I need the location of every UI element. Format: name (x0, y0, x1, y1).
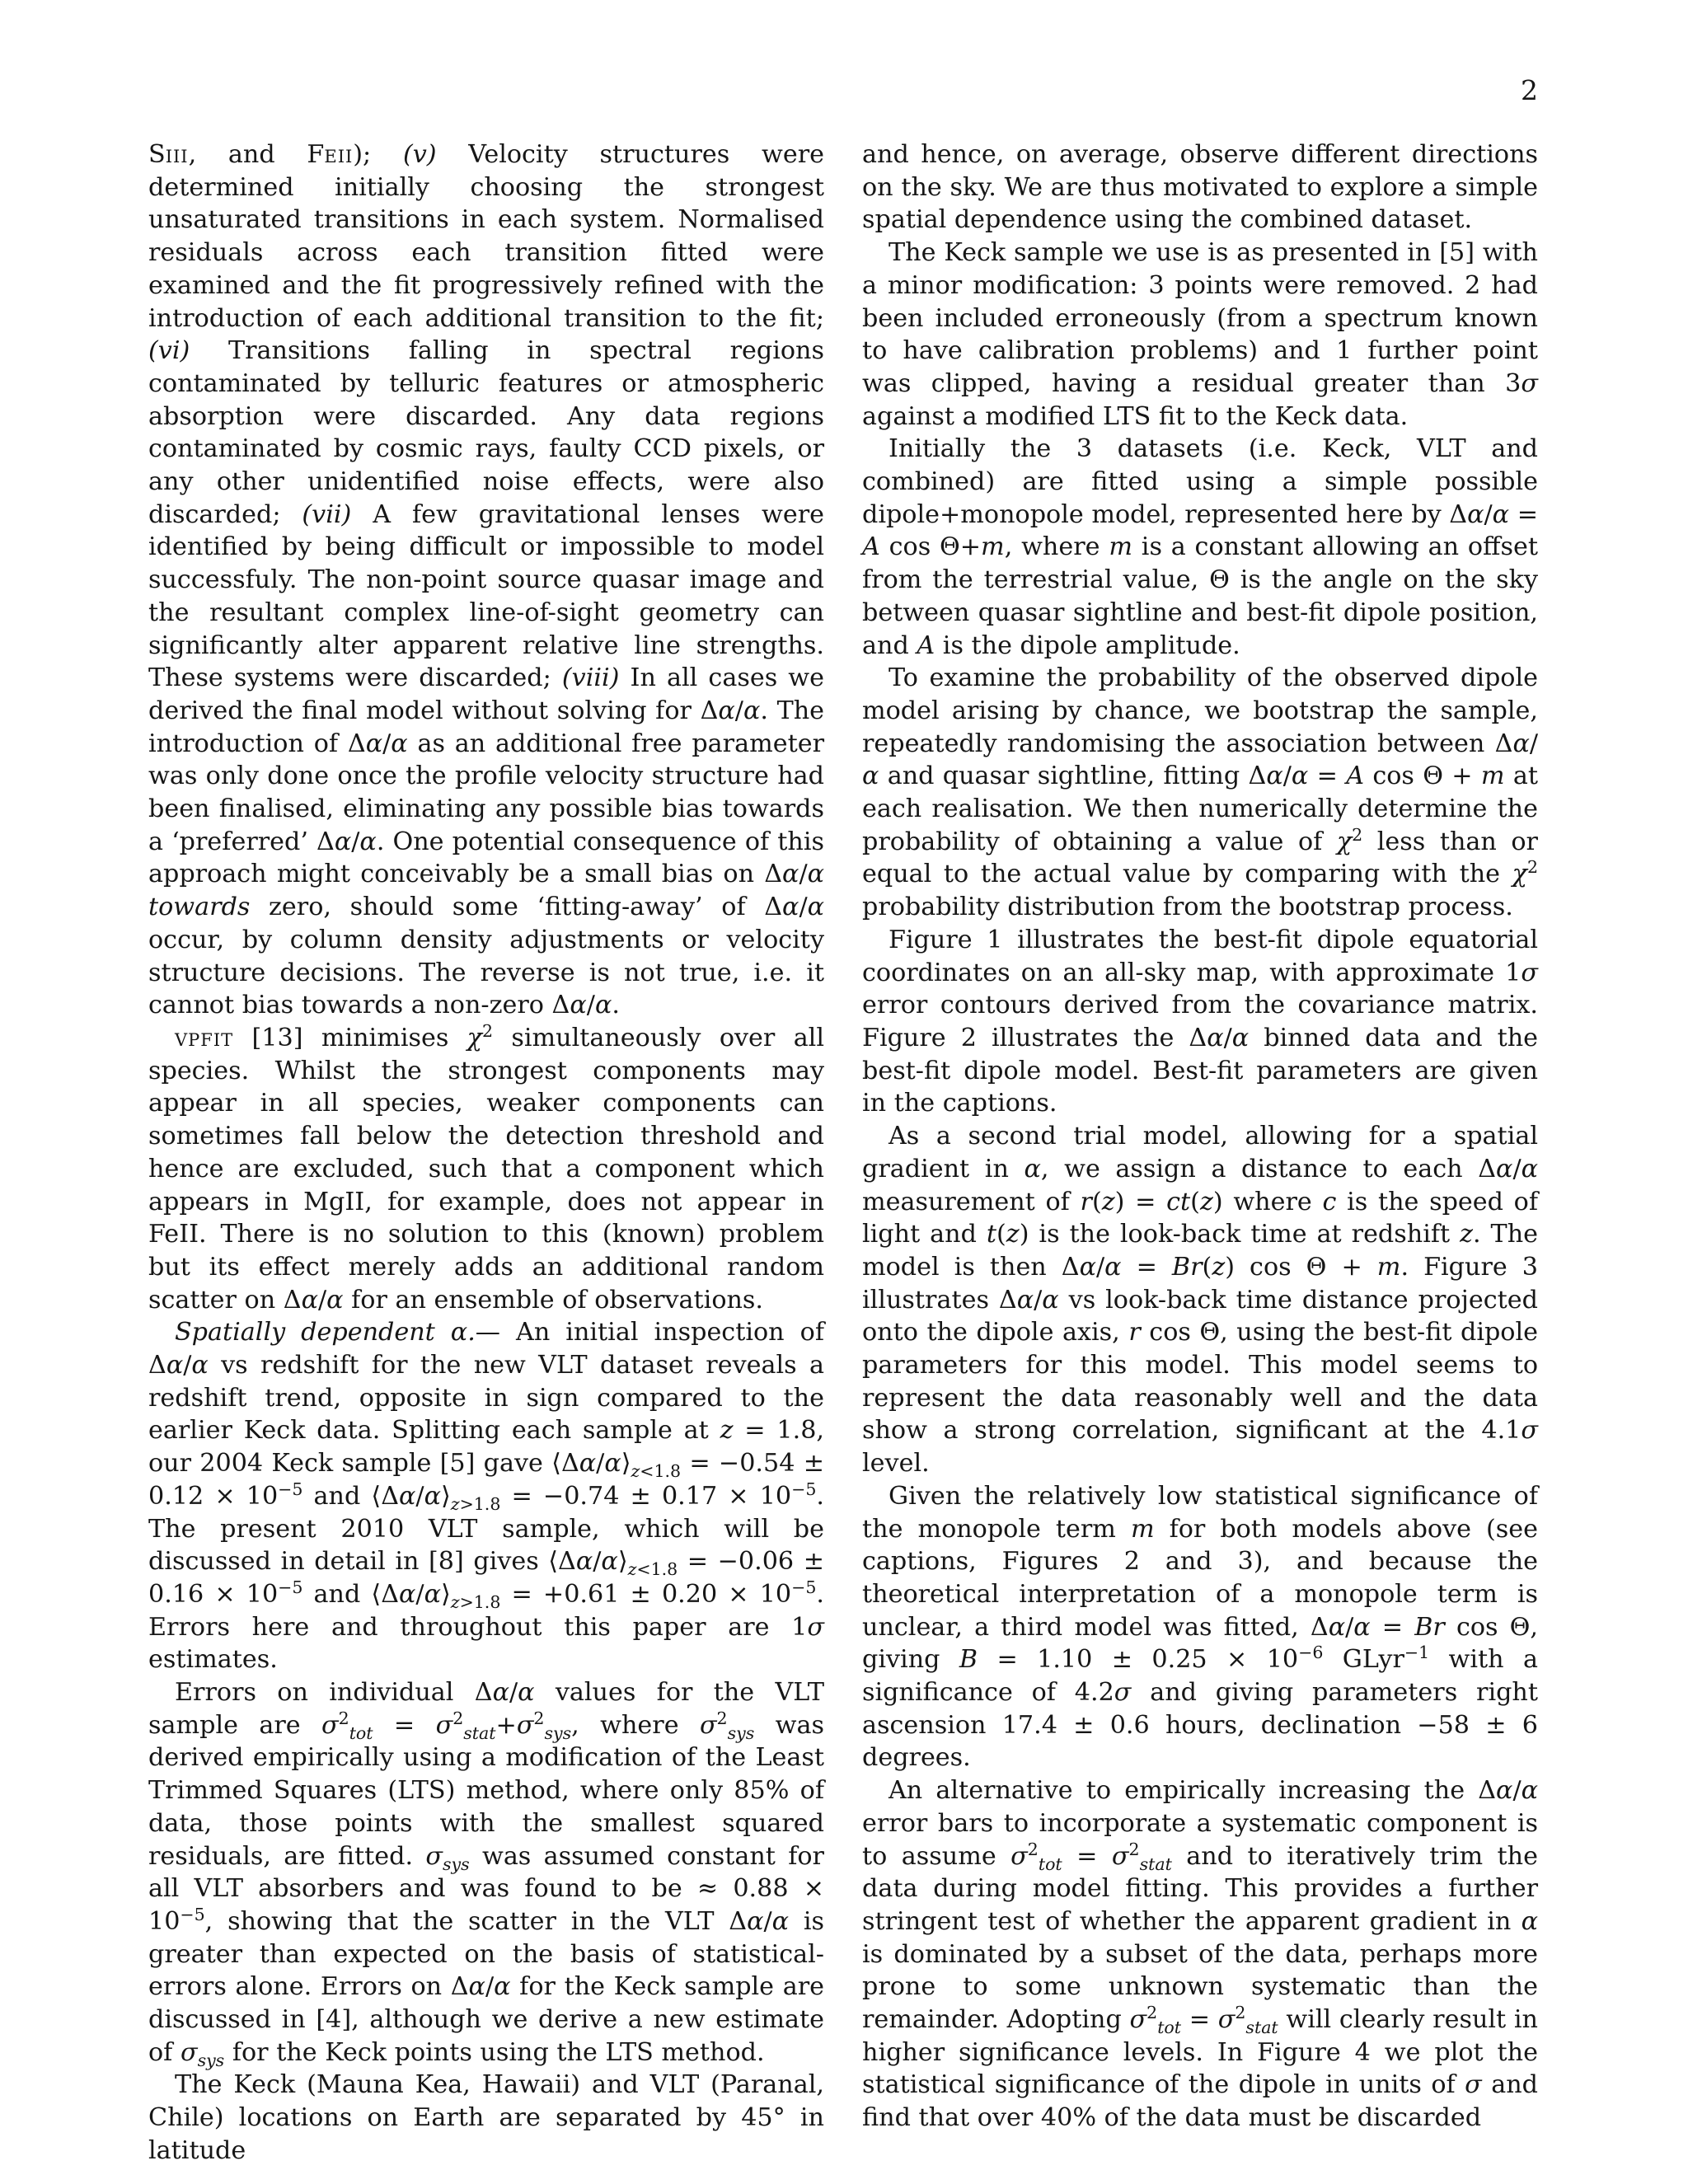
paragraph: Spatially dependent α.— An initial inspection of Δα/α vs redshift for the new VLT dataset reveals a redshift trend, opposite in sign compared to the earlier Keck data. Splitting each sample at z = 1.8, our 2004 Keck sample [5] gave $⟨\Delta\alpha/\alpha⟩_{z<1.8} = -0.54 \pm 0.12 \times 10^{-5}$ and $⟨\Delta\alpha/\alpha⟩_{z>1.8} = -0.74 \pm 0.17 \times 10^{-5}$. The present 2010 VLT sample, which will be discussed in detail in [8] gives $⟨\Delta\alpha/\alpha⟩_{z<1.8} = -0.06 \pm 0.16 \times 10^{-5}$ and $⟨\Delta\alpha/\alpha⟩_{z>1.8} = +0.61 \pm 0.20 \times 10^{-5}$. Errors here and throughout this paper are 1σ estimates. (148, 1318, 825, 1675)
paragraph: Initially the 3 datasets (i.e. Keck, VLT and combined) are fitted using a simple possible dipole+monopole model, represented here by Δα/α = A cos Θ+m, where m is a constant allowing an offset from the terrestrial value, Θ is the angle on the sky between quasar sightline and best-fit dipole position, and A is the dipole amplitude. (862, 434, 1539, 660)
paragraph: Siii, and Feii); (v) Velocity structures were determined initially choosing the strongest unsaturated transitions in each system. Normalised residuals across each transition fitted were examined and the fit progressively refined with the introduction of each additional transition to the fit; (vi) Transitions falling in spectral regions contaminated by telluric features or atmospheric absorption were discarded. Any data regions contaminated by cosmic rays, faulty CCD pixels, or any other unidentified noise effects, were also discarded; (vii) A few gravitational lenses were identified by being difficult or impossible to model successfuly. The non-point source quasar image and the resultant complex line-of-sight geometry can significantly alter apparent relative line strengths. These systems were discarded; (viii) In all cases we derived the final model without solving for Δα/α. The introduction of Δα/α as an additional free parameter was only done once the profile velocity structure had been finalised, eliminating any possible bias towards a ‘preferred’ Δα/α. One potential consequence of this approach might conceivably be a small bias on Δα/α towards zero, should some ‘fitting-away’ of Δα/α occur, by column density adjustments or velocity structure decisions. The reverse is not true, i.e. it cannot bias towards a non-zero Δα/α. (148, 140, 825, 1020)
paragraph: and hence, on average, observe different directions on the sky. We are thus motivated to explore a simple spatial dependence using the combined dataset. (862, 140, 1538, 235)
paragraph: Given the relatively low statistical significance of the monopole term m for both models above (see captions, Figures 2 and 3), and because the theoretical interpretation of a monopole term is unclear, a third model was fitted, Δα/α = Br cos Θ, giving $B = 1.10 \pm 0.25 \times 10^{-6}$ GLyr$^{-1}$ with a significance of 4.2σ and giving parameters right ascension 17.4 ± 0.6 hours, declination −58 ± 6 degrees. (862, 1481, 1538, 1773)
paragraph: vpfit [13] minimises $\chi^2$ simultaneously over all species. Whilst the strongest components may appear in all species, weaker components can sometimes fall below the detection threshold and hence are excluded, such that a component which appears in MgII, for example, does not appear in FeII. There is no solution to this (known) problem but its effect merely adds an additional random scatter on Δα/α for an ensemble of observations. (148, 1020, 824, 1315)
paragraph: Figure 1 illustrates the best-fit dipole equatorial coordinates on an all-sky map, with approximate 1σ error contours derived from the covariance matrix. Figure 2 illustrates the Δα/α binned data and the best-fit dipole model. Best-fit parameters are given in the captions. (862, 925, 1539, 1118)
paragraph: An alternative to empirically increasing the Δα/α error bars to incorporate a systematic component is to assume $\sigma^2_{tot} = \sigma^2_{stat}$ and to iteratively trim the data during model fitting. This provides a further stringent test of whether the apparent gradient in α is dominated by a subset of the data, perhaps more prone to some unknown systematic than the remainder. Adopting $\sigma^2_{tot} = \sigma^2_{stat}$ will clearly result in higher significance levels. In Figure 4 we plot the statistical significance of the dipole in units of σ and find that over 40% of the data must be discarded (862, 1776, 1538, 2133)
left-column (148, 138, 824, 2168)
paragraph: Errors on individual Δα/α values for the VLT sample are $\sigma^2_{tot} = \sigma^2_{stat}+\sigma^2_{sys}$, where $\sigma^2_{sys}$ was derived empirically using a modification of the Least Trimmed Squares (LTS) method, where only 85% of data, those points with the smallest squared residuals, are fitted. $\sigma_{sys}$ was assumed constant for all VLT absorbers and was found to be ≈ $0.88 \times 10^{-5}$, showing that the scatter in the VLT Δα/α is greater than expected on the basis of statistical-errors alone. Errors on Δα/α for the Keck sample are discussed in [4], although we derive a new estimate of $\sigma_{sys}$ for the Keck points using the LTS method. (148, 1678, 825, 2070)
paragraph: To examine the probability of the observed dipole model arising by chance, we bootstrap the sample, repeatedly randomising the association between Δα/α and quasar sightline, fitting Δα/α = A cos Θ + m at each realisation. We then numerically determine the probability of obtaining a value of $\chi^2$ less than or equal to the actual value by comparing with the $\chi^2$ probability distribution from the bootstrap process. (862, 663, 1538, 922)
right-column (862, 138, 1538, 2135)
paragraph: The Keck (Mauna Kea, Hawaii) and VLT (Paranal, Chile) locations on Earth are separated by 45° in latitude (148, 2070, 824, 2165)
page-number: 2 (1521, 74, 1538, 106)
paragraph: The Keck sample we use is as presented in [5] with a minor modification: 3 points were removed. 2 had been included erroneously (from a spectrum known to have calibration problems) and 1 further point was clipped, having a residual greater than 3σ against a modified LTS fit to the Keck data. (862, 238, 1538, 431)
paragraph: As a second trial model, allowing for a spatial gradient in α, we assign a distance to each Δα/α measurement of r(z) = ct(z) where c is the speed of light and t(z) is the look-back time at redshift z. The model is then Δα/α = Br(z) cos Θ + m. Figure 3 illustrates Δα/α vs look-back time distance projected onto the dipole axis, r cos Θ, using the best-fit dipole parameters for this model. This model seems to represent the data reasonably well and the data show a strong correlation, significant at the 4.1σ level. (862, 1122, 1539, 1479)
